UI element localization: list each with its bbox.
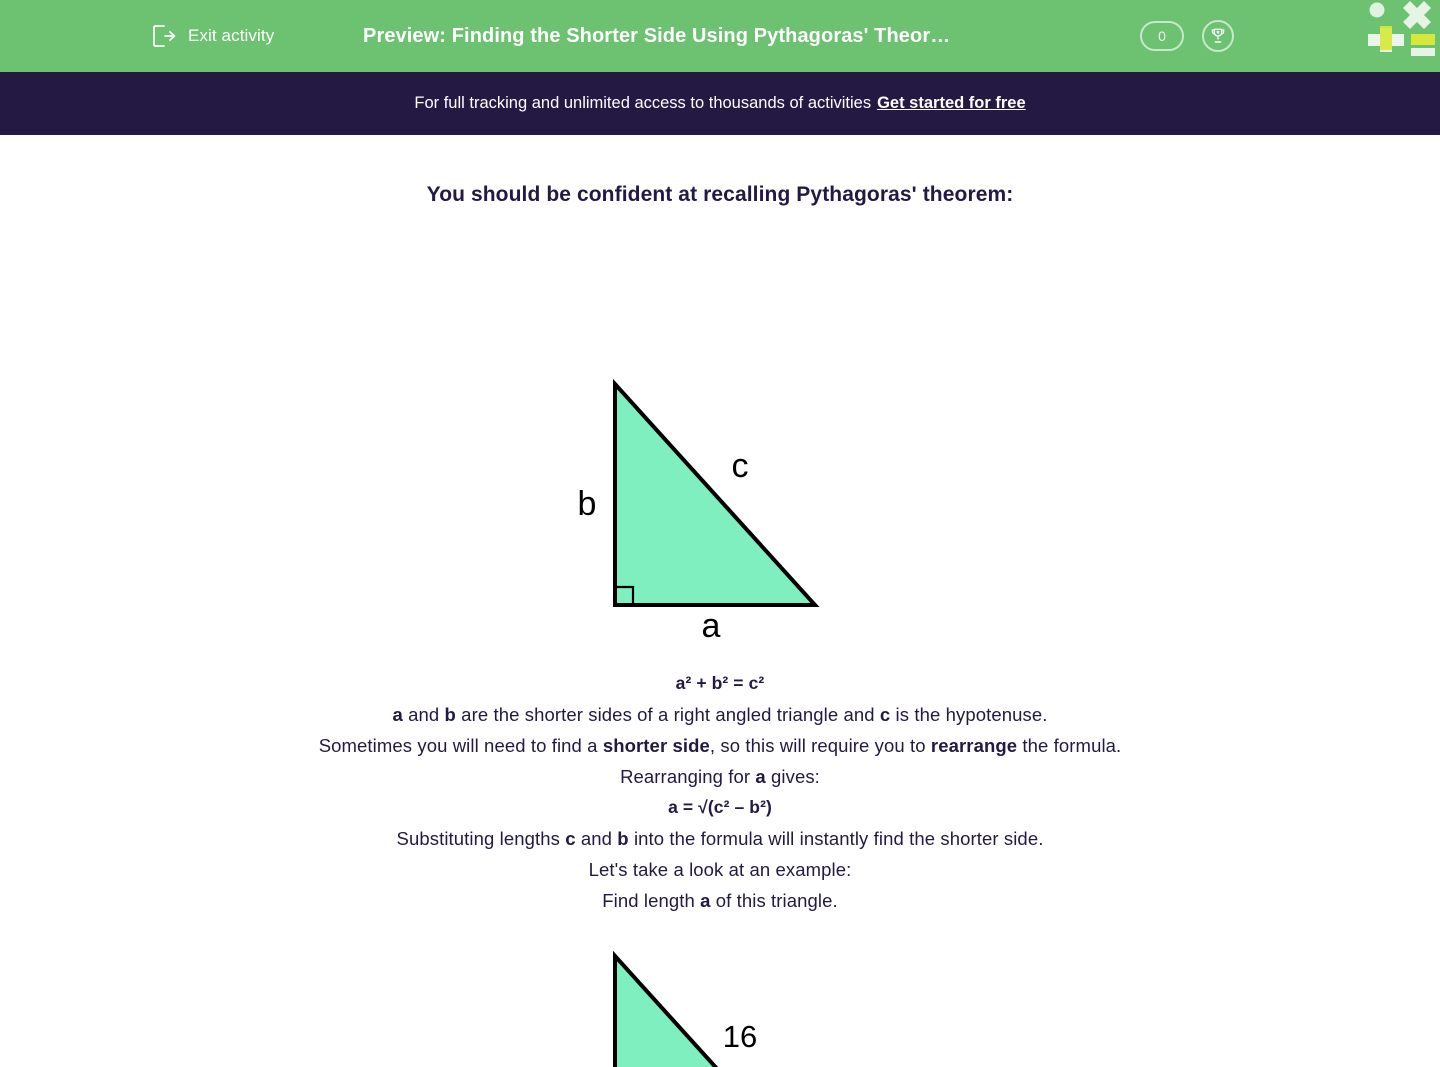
trophy-button[interactable] bbox=[1202, 20, 1234, 52]
example-intro: Let's take a look at an example: bbox=[588, 859, 852, 880]
exit-arrow-icon bbox=[150, 23, 176, 49]
exit-activity-button[interactable] bbox=[150, 0, 274, 72]
sides-explanation: a and b are the shorter sides of a right angled triangle and c is the hypotenuse. bbox=[392, 704, 1048, 725]
explanation-block bbox=[0, 668, 1440, 916]
header-actions bbox=[1140, 0, 1234, 72]
example-task: Find length a of this triangle. bbox=[602, 890, 838, 911]
points-badge[interactable] bbox=[1140, 21, 1184, 51]
exit-activity-label: Exit activity bbox=[188, 26, 275, 45]
promo-text: For full tracking and unlimited access to thousands of activities bbox=[414, 94, 872, 112]
get-started-link[interactable]: Get started for free bbox=[877, 94, 1026, 112]
promo-banner bbox=[0, 72, 1440, 135]
trophy-icon bbox=[1209, 27, 1227, 45]
brand-logo bbox=[1358, 0, 1440, 58]
rearranging-intro: Rearranging for a gives: bbox=[620, 766, 820, 787]
points-value: 0 bbox=[1158, 28, 1166, 44]
rearrange-note: Sometimes you will need to find a shorter side, so this will require you to rearrange the formula. bbox=[318, 735, 1122, 756]
example-triangle-label-16: 16 bbox=[722, 1019, 758, 1054]
triangle-label-c: c bbox=[731, 447, 749, 485]
triangle-label-a: a bbox=[701, 607, 721, 645]
reference-triangle-svg bbox=[570, 375, 870, 645]
reference-triangle-figure bbox=[0, 375, 1440, 645]
activity-content bbox=[0, 135, 1440, 1054]
pythagoras-formula: a² + b² = c² bbox=[675, 673, 765, 693]
example-triangle-figure bbox=[0, 947, 1440, 1054]
rearranged-formula: a = √(c² – b²) bbox=[668, 797, 772, 817]
lead-heading: You should be confident at recalling Pythagoras' theorem: bbox=[426, 183, 1014, 206]
example-triangle-svg bbox=[570, 947, 870, 1067]
page-title: Preview: Finding the Shorter Side Using Pythagoras' Theor… bbox=[363, 24, 951, 47]
substitute-note: Substituting lengths c and b into the formula will instantly find the shorter side. bbox=[396, 828, 1044, 849]
triangle-label-b: b bbox=[577, 485, 597, 523]
app-header bbox=[0, 0, 1440, 72]
